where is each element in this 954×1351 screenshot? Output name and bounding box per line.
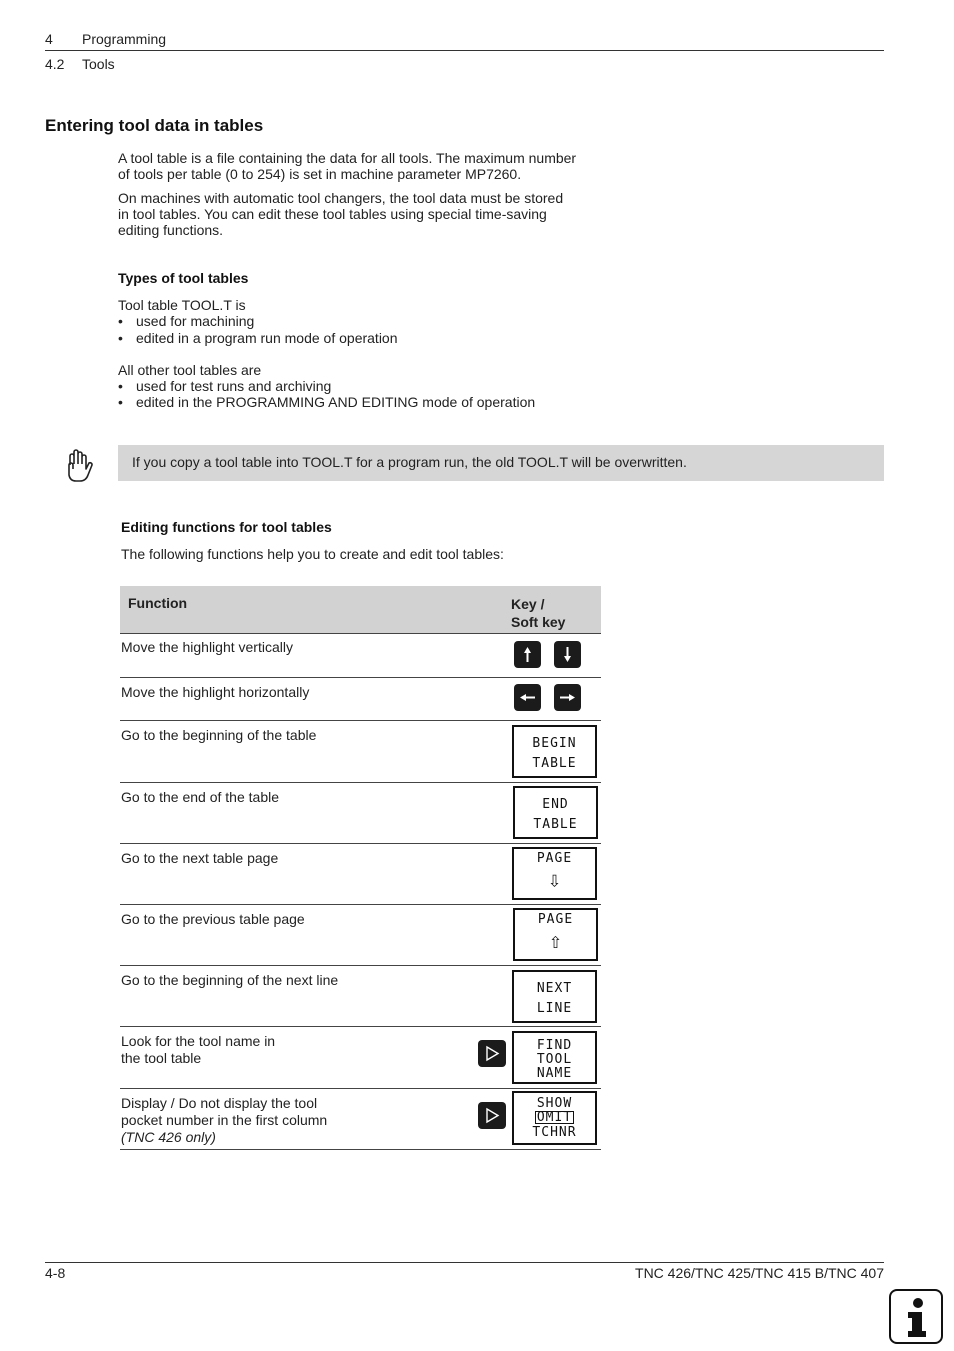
page-number: 4-8: [45, 1265, 66, 1281]
next-softkey-row-icon[interactable]: [478, 1040, 506, 1067]
list-item: • used for machining: [118, 313, 255, 329]
row-label: Go to the beginning of the next line: [121, 972, 339, 988]
chapter-title: Programming: [82, 31, 167, 47]
editing-intro: The following functions help you to create and edit tool tables:: [121, 546, 504, 562]
table-row: [120, 721, 601, 783]
intro-para1-line2: of tools per table (0 to 254) is set in machine parameter MP7260.: [118, 166, 522, 182]
page-down-softkey[interactable]: PAGE ⇩: [512, 847, 597, 900]
row-label: Look for the tool name in the tool table: [121, 1033, 276, 1066]
table-row: [120, 905, 601, 966]
tool-t-intro: Tool table TOOL.T is: [118, 297, 246, 313]
table-row: [120, 844, 601, 905]
column-header-function: Function: [128, 595, 188, 611]
model-list: TNC 426/TNC 425/TNC 415 B/TNC 407: [635, 1265, 884, 1281]
page-down-arrow-icon: ⇩: [547, 868, 562, 893]
table-row: [120, 966, 601, 1027]
other-tables-intro: All other tool tables are: [118, 362, 262, 378]
omit-highlight: OMIT: [536, 1110, 573, 1125]
footer-rule: [45, 1262, 884, 1263]
page-up-softkey[interactable]: PAGE ⇧: [513, 908, 598, 961]
list-item: • used for test runs and archiving: [118, 378, 332, 394]
intro-para2-line3: editing functions.: [118, 222, 224, 238]
types-heading: Types of tool tables: [118, 270, 249, 286]
info-icon[interactable]: [889, 1289, 943, 1344]
next-line-softkey[interactable]: NEXT LINE: [512, 970, 597, 1023]
row-label: Go to the end of the table: [121, 789, 280, 805]
row-label: Move the highlight vertically: [121, 639, 293, 655]
note-box: [118, 445, 884, 481]
end-table-softkey[interactable]: END TABLE: [513, 786, 598, 839]
intro-para1-line1: A tool table is a file containing the data for all tools. The maximum number: [118, 150, 577, 166]
row-label: Go to the previous table page: [121, 911, 305, 927]
table-row: [120, 678, 601, 721]
show-omit-tchnr-softkey[interactable]: SHOW OMIT TCHNR: [512, 1091, 597, 1145]
page-title: Entering tool data in tables: [45, 116, 264, 135]
table-row: [120, 783, 601, 844]
find-tool-name-softkey[interactable]: FIND TOOL NAME: [512, 1031, 597, 1084]
list-item: • edited in the PROGRAMMING AND EDITING mode of operation: [118, 394, 536, 410]
header-rule: [45, 50, 884, 51]
intro-para2-line2: in tool tables. You can edit these tool tables using special time-saving: [118, 206, 547, 222]
table-row: [120, 633, 601, 678]
row-label: Go to the next table page: [121, 850, 279, 866]
intro-para2-line1: On machines with automatic tool changers, the tool data must be stored: [118, 190, 564, 206]
arrow-right-key-icon[interactable]: [554, 684, 581, 711]
column-header-key: Key / Soft key: [511, 596, 566, 630]
next-softkey-row-icon[interactable]: [478, 1102, 506, 1129]
note-text: If you copy a tool table into TOOL.T for a program run, the old TOOL.T will be overwritten.: [132, 454, 687, 470]
arrow-down-key-icon[interactable]: [554, 641, 581, 668]
table-header: [120, 586, 601, 634]
table-row: [120, 1027, 601, 1089]
chapter-number: 4: [45, 31, 53, 47]
arrow-up-key-icon[interactable]: [514, 641, 541, 668]
begin-table-softkey[interactable]: BEGIN TABLE: [512, 725, 597, 778]
row-label: Display / Do not display the tool pocket number in the first column (TNC 426 only): [121, 1095, 328, 1145]
editing-heading: Editing functions for tool tables: [121, 519, 332, 535]
row-label: Move the highlight horizontally: [121, 684, 310, 700]
section-number: 4.2: [45, 56, 65, 72]
list-item: • edited in a program run mode of operation: [118, 330, 398, 346]
table-row: [120, 1089, 601, 1150]
page-up-arrow-icon: ⇧: [548, 929, 563, 954]
arrow-left-key-icon[interactable]: [514, 684, 541, 711]
hand-pointer-icon: [64, 447, 94, 485]
section-title: Tools: [82, 56, 115, 72]
row-label: Go to the beginning of the table: [121, 727, 317, 743]
